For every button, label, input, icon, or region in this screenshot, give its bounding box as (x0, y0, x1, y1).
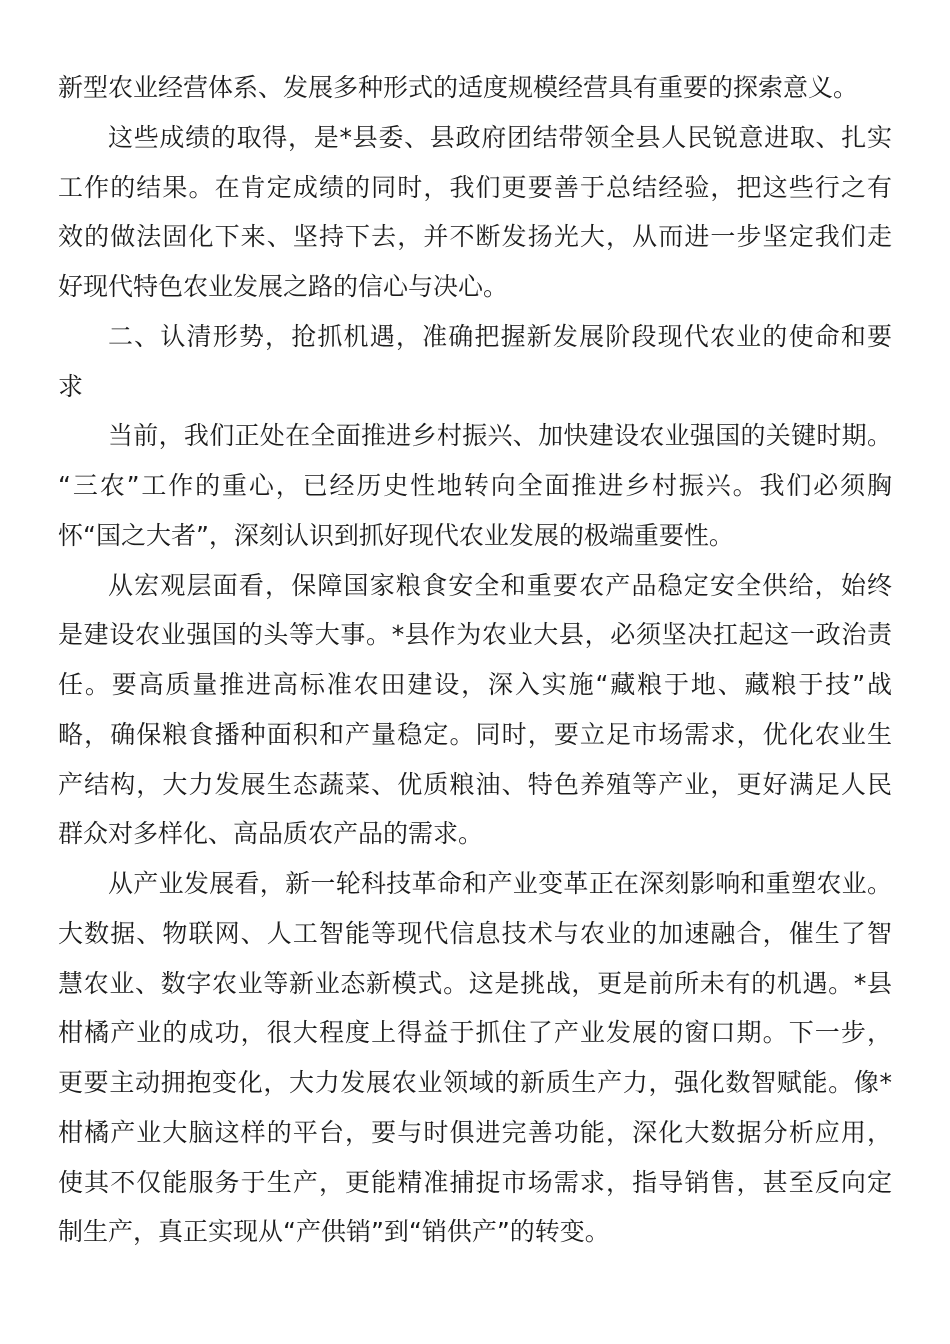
text-line: 群众对多样化、高品质农产品的需求。 (58, 819, 484, 849)
paragraph-industry-development (58, 859, 892, 1257)
text-line: 柑橘产业的成功，很大程度上得益于抓住了产业发展的窗口期。下一步， (58, 1018, 892, 1048)
text-line: 更要主动拥抱变化，大力发展农业领域的新质生产力，强化数智赋能。像* (58, 1068, 892, 1097)
paragraph-current-period (58, 411, 892, 560)
text-line: 当前，我们正处在全面推进乡村振兴、加快建设农业强国的关键时期。 (108, 421, 892, 451)
text-line: 是建设农业强国的头等大事。*县作为农业大县，必须坚决扛起这一政治责 (58, 620, 892, 650)
text-line: 效的做法固化下来、坚持下去，并不断发扬光大，从而进一步坚定我们走 (58, 222, 892, 252)
paragraph-macro-level (58, 561, 892, 860)
text-line: 好现代特色农业发展之路的信心与决心。 (58, 272, 509, 301)
text-line: 这些成绩的取得，是*县委、县政府团结带领全县人民锐意进取、扎实 (108, 122, 892, 152)
text-line: 从产业发展看，新一轮科技革命和产业变革正在深刻影响和重塑农业。 (108, 869, 892, 898)
heading-line: 求 (58, 371, 84, 401)
text-line: 柑橘产业大脑这样的平台，要与时俱进完善功能，深化大数据分析应用， (58, 1117, 892, 1147)
section-heading (58, 312, 892, 412)
text-line: 制生产，真正实现从“产供销”到“销供产”的转变。 (58, 1217, 610, 1247)
text-line: 工作的结果。在肯定成绩的同时，我们更要善于总结经验，把这些行之有 (58, 172, 892, 202)
text-line: “三农”工作的重心，已经历史性地转向全面推进乡村振兴。我们必须胸 (58, 471, 892, 500)
paragraph-continuation (58, 63, 892, 113)
text-line: 略，确保粮食播种面积和产量稳定。同时，要立足市场需求，优化农业生 (58, 719, 892, 749)
text-line: 任。要高质量推进高标准农田建设，深入实施“藏粮于地、藏粮于技”战 (58, 670, 892, 699)
document-body (58, 63, 892, 1257)
text-line: 从宏观层面看，保障国家粮食安全和重要农产品稳定安全供给，始终 (108, 570, 892, 600)
text-line: 使其不仅能服务于生产，更能精准捕捉市场需求，指导销售，甚至反向定 (58, 1167, 892, 1197)
text-line: 怀“国之大者”，深刻认识到抓好现代农业发展的极端重要性。 (58, 520, 734, 550)
text-line: 大数据、物联网、人工智能等现代信息技术与农业的加速融合，催生了智 (58, 918, 892, 948)
paragraph-achievements (58, 113, 892, 312)
text-line: 慧农业、数字农业等新业态新模式。这是挑战，更是前所未有的机遇。*县 (58, 968, 892, 998)
text-line: 产结构，大力发展生态蔬菜、优质粮油、特色养殖等产业，更好满足人民 (58, 769, 892, 799)
text-line: 新型农业经营体系、发展多种形式的适度规模经营具有重要的探索意义。 (58, 73, 859, 102)
heading-line: 二、认清形势，抢抓机遇，准确把握新发展阶段现代农业的使命和要 (108, 321, 892, 351)
